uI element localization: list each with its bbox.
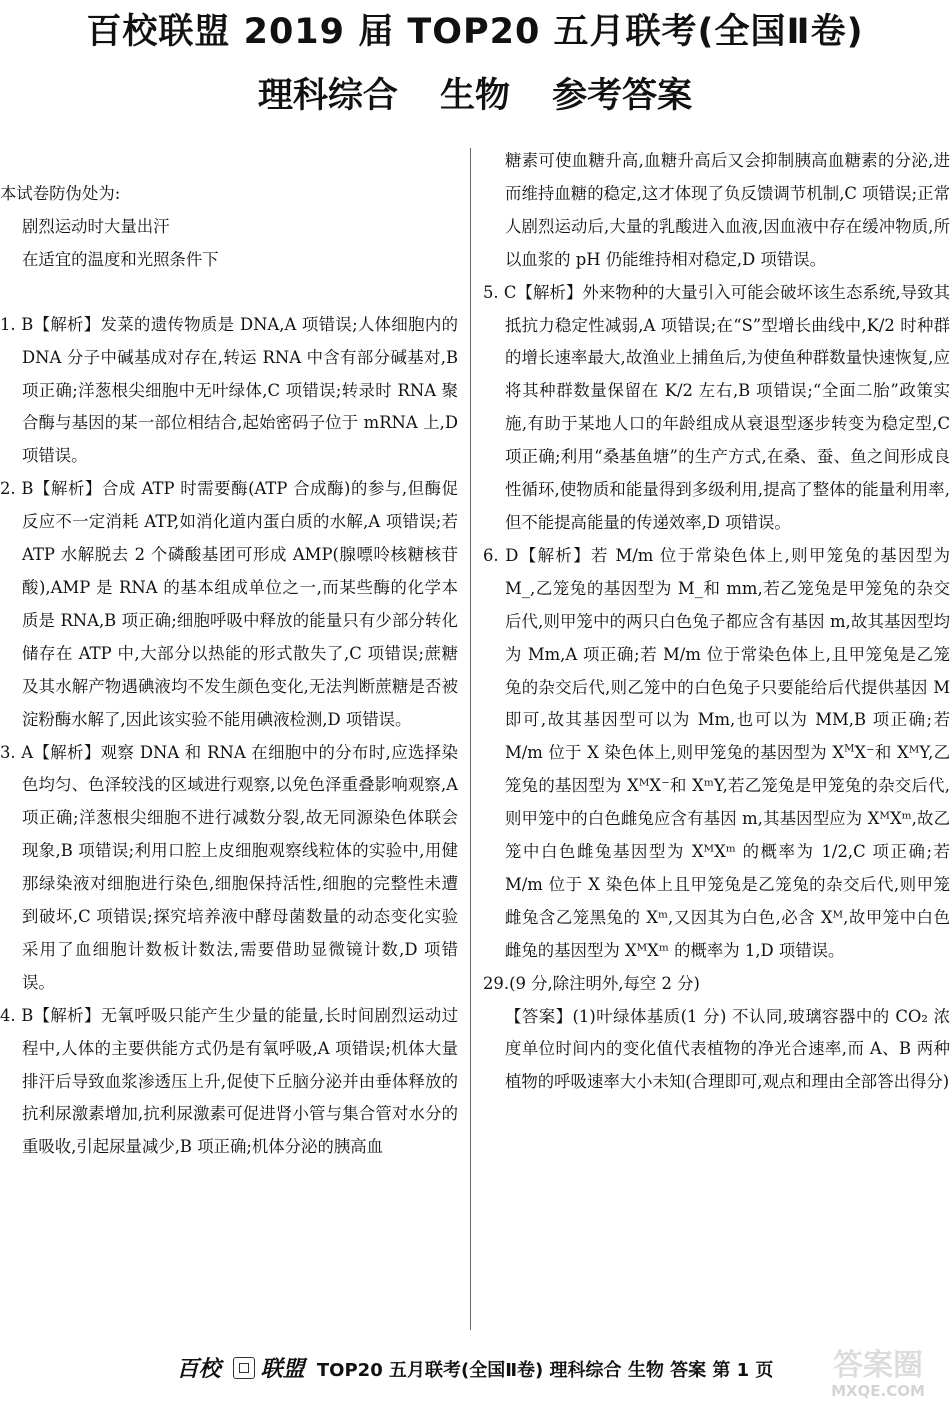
watermark-text: 答案圈 bbox=[833, 1348, 923, 1383]
watermark-logo bbox=[812, 1338, 944, 1406]
page-subtitle: 理科综合 生物 参考答案 bbox=[257, 76, 693, 116]
answer-q6 bbox=[483, 540, 950, 968]
watermark-url: MXQE.COM bbox=[831, 1382, 925, 1400]
answer-q4-continued: 糖素可使血糖升高,血糖升高后又会抑制胰高血糖素的分泌,进而维持血糖的稳定,这才体现了负反馈调节机制,C 项错误;正常人剧烈运动后,大量的乳酸进入血液,因血液中存在缓冲物质,所以血浆的 pH 仍能维持相对稳定,D 项错误。 bbox=[505, 151, 950, 269]
footer-text: TOP20 五月联考(全国Ⅱ卷) 理科综合 生物 答案 第 1 页 bbox=[316, 1360, 774, 1381]
answer-q4: 4. B【解析】无氧呼吸只能产生少量的能量,长时间剧烈运动过程中,人体的主要供能方式仍是有氧呼吸,A 项错误;机体大量排汗后导致血浆渗透压上升,促使下丘脑分泌并由垂体释放的抗利尿激素增加,抗利尿激素可促进肾小管与集合管对水分的重吸收,引起尿量减少,B 项正确;机体分泌的胰高血 bbox=[0, 1005, 458, 1157]
right-column bbox=[483, 145, 950, 1099]
answer-q6-part1: 6. D【解析】若 M/m 位于常染色体上,则甲笼兔的基因型为 M_,乙笼兔的基因型为 M_和 mm,若乙笼兔是甲笼兔的杂交后代,则甲笼中的两只白色兔子都应含有基因 m,故其基因型均为 Mm,A 项正确;若 M/m 位于常染色体上,且甲笼兔是乙笼兔的杂交后代,则乙笼中的白色兔子只要能给后代提供基因 M 即可,故其基因型可以为 Mm,也可以为 MM,B 项正确;若 M/m 位于 X 染色体上,则甲笼兔的基因型为 bbox=[483, 545, 950, 763]
answer-q1: 1. B【解析】发菜的遗传物质是 DNA,A 项错误;人体细胞内的 DNA 分子中碱基成对存在,转运 RNA 中含有部分碱基对,B 项正确;洋葱根尖细胞中无叶绿体,C 项错误;转录时 RNA 聚合酶与基因的某一部位相结合,起始密码子位于 mRNA 上,D 项错误。 bbox=[0, 314, 458, 466]
answer-q5: 5. C【解析】外来物种的大量引入可能会破坏该生态系统,导致其抵抗力稳定性减弱,A 项错误;在“S”型增长曲线中,K/2 时种群的增长速率最大,故渔业上捕鱼后,为使鱼种群数量快速恢复,应将其种群数量保留在 K/2 左右,B 项错误;“全面二胎”政策实施,有助于某地人口的年龄组成从衰退型逐步转变为稳定型,C 项正确;利用“桑基鱼塘”的生产方式,在桑、蚕、鱼之间形成良性循环,使物质和能量得到多级利用,提高了整体的能量利用率,但不能提高能量的传递效率,D 项错误。 bbox=[483, 282, 950, 532]
seal-icon bbox=[233, 1357, 255, 1379]
genotype-superscript: M bbox=[844, 743, 855, 755]
footer-brand-2: 联盟 bbox=[260, 1356, 305, 1382]
anti-counterfeit-label: 本试卷防伪处为: bbox=[0, 184, 121, 203]
footer-brand: 百校 bbox=[176, 1356, 221, 1382]
anti-counterfeit-item-2: 在适宜的温度和光照条件下 bbox=[22, 249, 219, 269]
q29-heading: 29.(9 分,除注明外,每空 2 分) bbox=[483, 973, 700, 993]
genotype-symbol: X bbox=[832, 743, 845, 763]
q29-answer: 【答案】(1)叶绿体基质(1 分) 不认同,玻璃容器中的 CO₂ 浓度单位时间内的变化值代表植物的净光合速率,而 A、B 两种植物的呼吸速率大小未知(合理即可,观点和理由全部答出得分) bbox=[505, 1006, 950, 1092]
answer-q6-part2: X⁻和 XᴹY,乙笼兔的基因型为 XᴹX⁻和 XᵐY,若乙笼兔是甲笼兔的杂交后代,则甲笼中的白色雌兔应含有基因 m,其基因型应为 XᴹXᵐ,故乙笼中白色雌兔基因型为 XᴹXᵐ 的概率为 1/2,C 项正确;若 M/m 位于 X 染色体上且甲笼兔是乙笼兔的杂交后代,则甲笼雌兔含乙笼黑兔的 Xᵐ,又因其为白色,必含 Xᴹ,故甲笼中白色雌兔的基因型为 XᴹXᵐ 的概率为 1,D 项错误。 bbox=[505, 743, 950, 960]
spacer bbox=[0, 277, 458, 309]
page-title: 百校联盟 2019 届 TOP20 五月联考(全国Ⅱ卷) bbox=[86, 12, 864, 52]
left-column bbox=[0, 178, 458, 1164]
answer-q2: 2. B【解析】合成 ATP 时需要酶(ATP 合成酶)的参与,但酶促反应不一定消耗 ATP,如消化道内蛋白质的水解,A 项错误;若 ATP 水解脱去 2 个磷酸基团可形成 AMP(腺嘌呤核糖核苷酸),AMP 是 RNA 的基本组成单位之一,而某些酶的化学本质是 RNA,B 项正确;细胞呼吸中释放的能量只有少部分转化储存在 ATP 中,大部分以热能的形式散失了,C 项错误;蔗糖及其水解产物遇碘液均不发生颜色变化,无法判断蔗糖是否被淀粉酶水解了,因此该实验不能用碘液检测,D 项错误。 bbox=[0, 479, 458, 729]
anti-counterfeit-item-1: 剧烈运动时大量出汗 bbox=[22, 216, 170, 236]
column-divider bbox=[470, 148, 471, 1330]
page-footer bbox=[0, 1352, 950, 1392]
answer-q3: 3. A【解析】观察 DNA 和 RNA 在细胞中的分布时,应选择染色均匀、色泽较浅的区域进行观察,以免色泽重叠影响观察,A 项正确;洋葱根尖细胞不进行减数分裂,故无同源染色体联会现象,B 项错误;利用口腔上皮细胞观察线粒体的实验中,用健那绿染液对细胞进行染色,细胞保持活性,细胞的完整性未遭到破坏,C 项错误;探究培养液中酵母菌数量的动态变化实验采用了血细胞计数板计数法,需要借助显微镜计数,D 项错误。 bbox=[0, 742, 458, 992]
